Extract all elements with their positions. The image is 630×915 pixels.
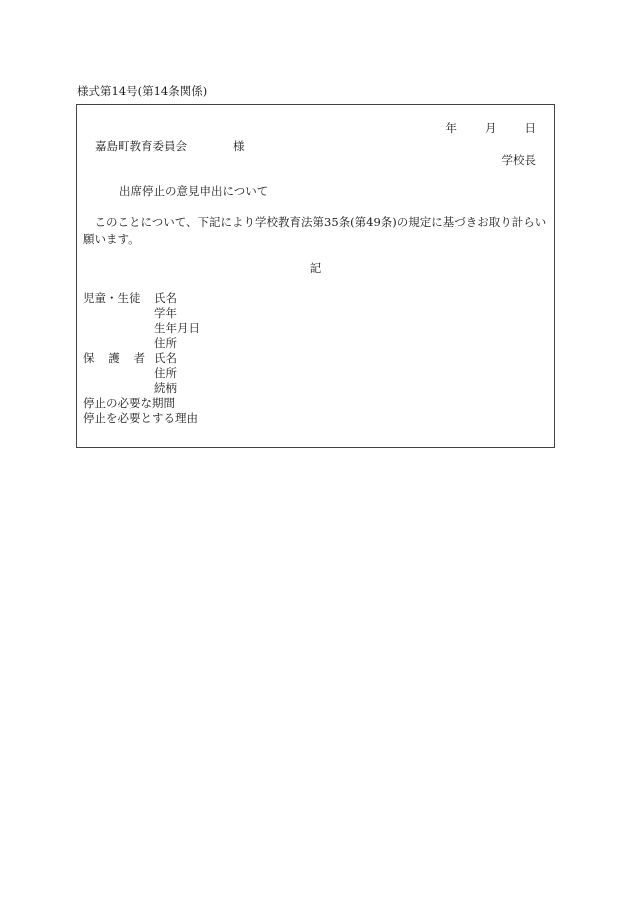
guardian-label — [83, 351, 145, 366]
body-text: このことについて、下記により学校教育法第35条(第49条)の規定に基づきお取り計らい願います。 — [83, 215, 547, 246]
date-line — [446, 121, 537, 136]
student-field-birthdate: 生年月日 — [154, 321, 200, 335]
ki-heading: 記 — [309, 261, 322, 275]
guardian-field-name: 氏名 — [154, 351, 177, 365]
guardian-field-address: 住所 — [154, 366, 177, 380]
sender: 学校長 — [501, 153, 536, 167]
student-field-grade: 学年 — [154, 306, 177, 320]
subject: 出席停止の意見申出について — [119, 184, 269, 198]
guardian-label-char-3: 者 — [133, 351, 145, 365]
addressee-honorific: 様 — [233, 139, 245, 153]
date-year: 年 — [445, 121, 457, 135]
date-day: 日 — [524, 121, 536, 135]
guardian-field-relation: 続柄 — [154, 381, 177, 395]
suspension-period: 停止の必要な期間 — [83, 396, 175, 410]
addressee — [95, 139, 245, 154]
guardian-label-char-1: 保 — [83, 351, 95, 365]
suspension-reason: 停止を必要とする理由 — [83, 411, 198, 425]
student-field-name: 氏名 — [154, 291, 177, 305]
addressee-name: 嘉島町教育委員会 — [95, 139, 187, 153]
document-frame — [76, 104, 555, 448]
student-label: 児童・生徒 — [83, 291, 141, 305]
form-id: 様式第14号(第14条関係) — [77, 84, 208, 98]
date-month: 月 — [485, 121, 497, 135]
student-field-address: 住所 — [154, 336, 177, 350]
guardian-label-char-2: 護 — [108, 351, 120, 365]
